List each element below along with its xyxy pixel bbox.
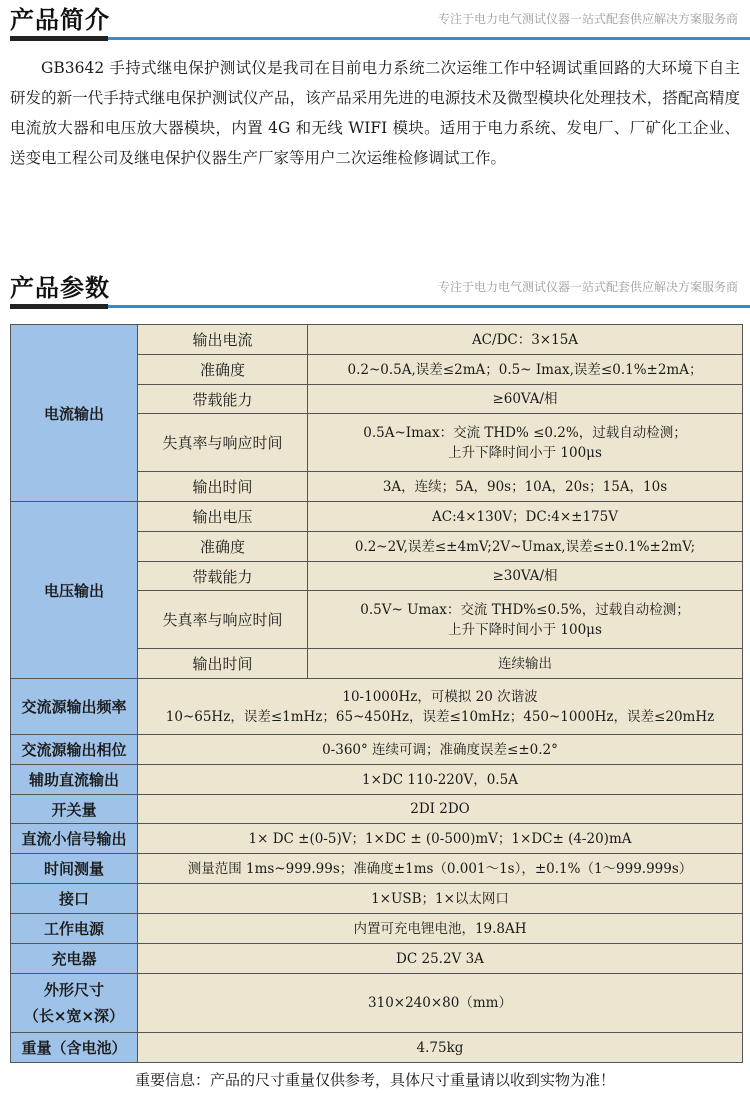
param-name: 输出电流 — [138, 325, 308, 355]
param-name: 失真率与响应时间 — [138, 591, 308, 649]
params-section-slogan: 专注于电力电气测试仪器一站式配套供应解决方案服务商 — [437, 280, 738, 294]
param-value-line2: 10~65Hz，误差≤1mHz；65~450Hz，误差≤10mHz；450~1000Hz，误差≤20mHz — [165, 708, 715, 725]
param-group-label: 交流源输出相位 — [11, 735, 138, 765]
param-value: 2DI 2DO — [138, 795, 743, 824]
table-row — [11, 1033, 743, 1063]
param-value: 0-360° 连续可调；准确度误差≤±0.2° — [138, 735, 743, 765]
param-value: 连续输出 — [308, 649, 743, 679]
param-value — [308, 414, 743, 472]
intro-section-slogan: 专注于电力电气测试仪器一站式配套供应解决方案服务商 — [437, 12, 738, 26]
voltage-output-group-label: 电压输出 — [11, 502, 138, 679]
intro-section-divider — [10, 37, 750, 40]
param-name: 准确度 — [138, 532, 308, 562]
param-value: 3A，连续；5A，90s；10A，20s；15A，10s — [308, 472, 743, 502]
param-value-line1: 0.5A~Imax：交流 THD% ≤0.2%，过载自动检测； — [363, 424, 687, 441]
param-group-label-line1: 外形尺寸 — [43, 981, 104, 999]
param-value: 1×DC 110-220V，0.5A — [138, 765, 743, 795]
current-output-group-label: 电流输出 — [11, 325, 138, 502]
spec-table — [10, 324, 743, 1063]
param-value — [138, 679, 743, 735]
param-name: 带载能力 — [138, 562, 308, 591]
table-row — [11, 914, 743, 944]
param-value: 内置可充电锂电池，19.8AH — [138, 914, 743, 944]
table-row — [11, 974, 743, 1033]
param-value: 0.2~0.5A,误差≤2mA；0.5~ Imax,误差≤0.1%±2mA； — [308, 355, 743, 385]
param-value — [308, 591, 743, 649]
param-value: AC:4×130V；DC:4×±175V — [308, 502, 743, 532]
param-group-label: 时间测量 — [11, 854, 138, 884]
param-name: 带载能力 — [138, 385, 308, 414]
param-group-label: 接口 — [11, 884, 138, 914]
param-name: 输出电压 — [138, 502, 308, 532]
param-group-label: 开关量 — [11, 795, 138, 824]
table-row — [11, 325, 743, 355]
param-name: 输出时间 — [138, 649, 308, 679]
param-value: 4.75kg — [138, 1033, 743, 1063]
table-row — [11, 735, 743, 765]
param-group-label: 重量（含电池） — [11, 1033, 138, 1063]
param-value: 1× DC ±(0-5)V；1×DC ± (0-500)mV；1×DC± (4-20)mA — [138, 824, 743, 854]
param-group-label-line2: （长×宽×深） — [23, 1007, 125, 1025]
param-value: 测量范围 1ms~999.99s；准确度±1ms（0.001～1s），±0.1%（1～999.999s） — [138, 854, 743, 884]
params-section-divider — [10, 305, 750, 308]
param-group-label: 工作电源 — [11, 914, 138, 944]
param-group-label: 交流源输出频率 — [11, 679, 138, 735]
param-group-label: 辅助直流输出 — [11, 765, 138, 795]
param-value: AC/DC：3×15A — [308, 325, 743, 355]
param-value: ≥30VA/相 — [308, 562, 743, 591]
table-row — [11, 795, 743, 824]
param-name: 准确度 — [138, 355, 308, 385]
params-section-title: 产品参数 — [10, 274, 110, 302]
param-group-label — [11, 974, 138, 1033]
intro-section-title: 产品简介 — [10, 6, 110, 34]
param-value: DC 25.2V 3A — [138, 944, 743, 974]
param-group-label: 直流小信号输出 — [11, 824, 138, 854]
table-row — [11, 884, 743, 914]
table-row — [11, 679, 743, 735]
param-value: 0.2~2V,误差≤±4mV;2V~Umax,误差≤±0.1%±2mV; — [308, 532, 743, 562]
table-row — [11, 824, 743, 854]
table-row — [11, 944, 743, 974]
footer-note: 重要信息：产品的尺寸重量仅供参考，具体尺寸重量请以收到实物为准！ — [134, 1071, 615, 1089]
param-value-line2: 上升下降时间小于 100μs — [448, 444, 602, 461]
table-row — [11, 502, 743, 532]
product-intro-paragraph: GB3642 手持式继电保护测试仪是我司在目前电力系统二次运维工作中轻调试重回路的大环境下自主研发的新一代手持式继电保护测试仪产品，该产品采用先进的电源技术及微型模块化处理技术，搭配高精度电流放大器和电压放大器模块，内置 4G 和无线 WIFI 模块。适用于电力系统、发电厂、厂矿化工企业、送变电工程公司及继电保护仪器生产厂家等用户二次运维检修调试工作。 — [10, 59, 740, 167]
param-value: 1×USB；1×以太网口 — [138, 884, 743, 914]
param-group-label: 充电器 — [11, 944, 138, 974]
param-name: 输出时间 — [138, 472, 308, 502]
table-row — [11, 854, 743, 884]
param-value-line2: 上升下降时间小于 100μs — [448, 621, 602, 638]
param-value: 310×240×80（mm） — [138, 974, 743, 1033]
param-value-line1: 0.5V~ Umax：交流 THD%≤0.5%，过载自动检测； — [360, 601, 690, 618]
param-name: 失真率与响应时间 — [138, 414, 308, 472]
table-row — [11, 765, 743, 795]
param-value: ≥60VA/相 — [308, 385, 743, 414]
param-value-line1: 10-1000Hz，可模拟 20 次谐波 — [342, 688, 538, 705]
